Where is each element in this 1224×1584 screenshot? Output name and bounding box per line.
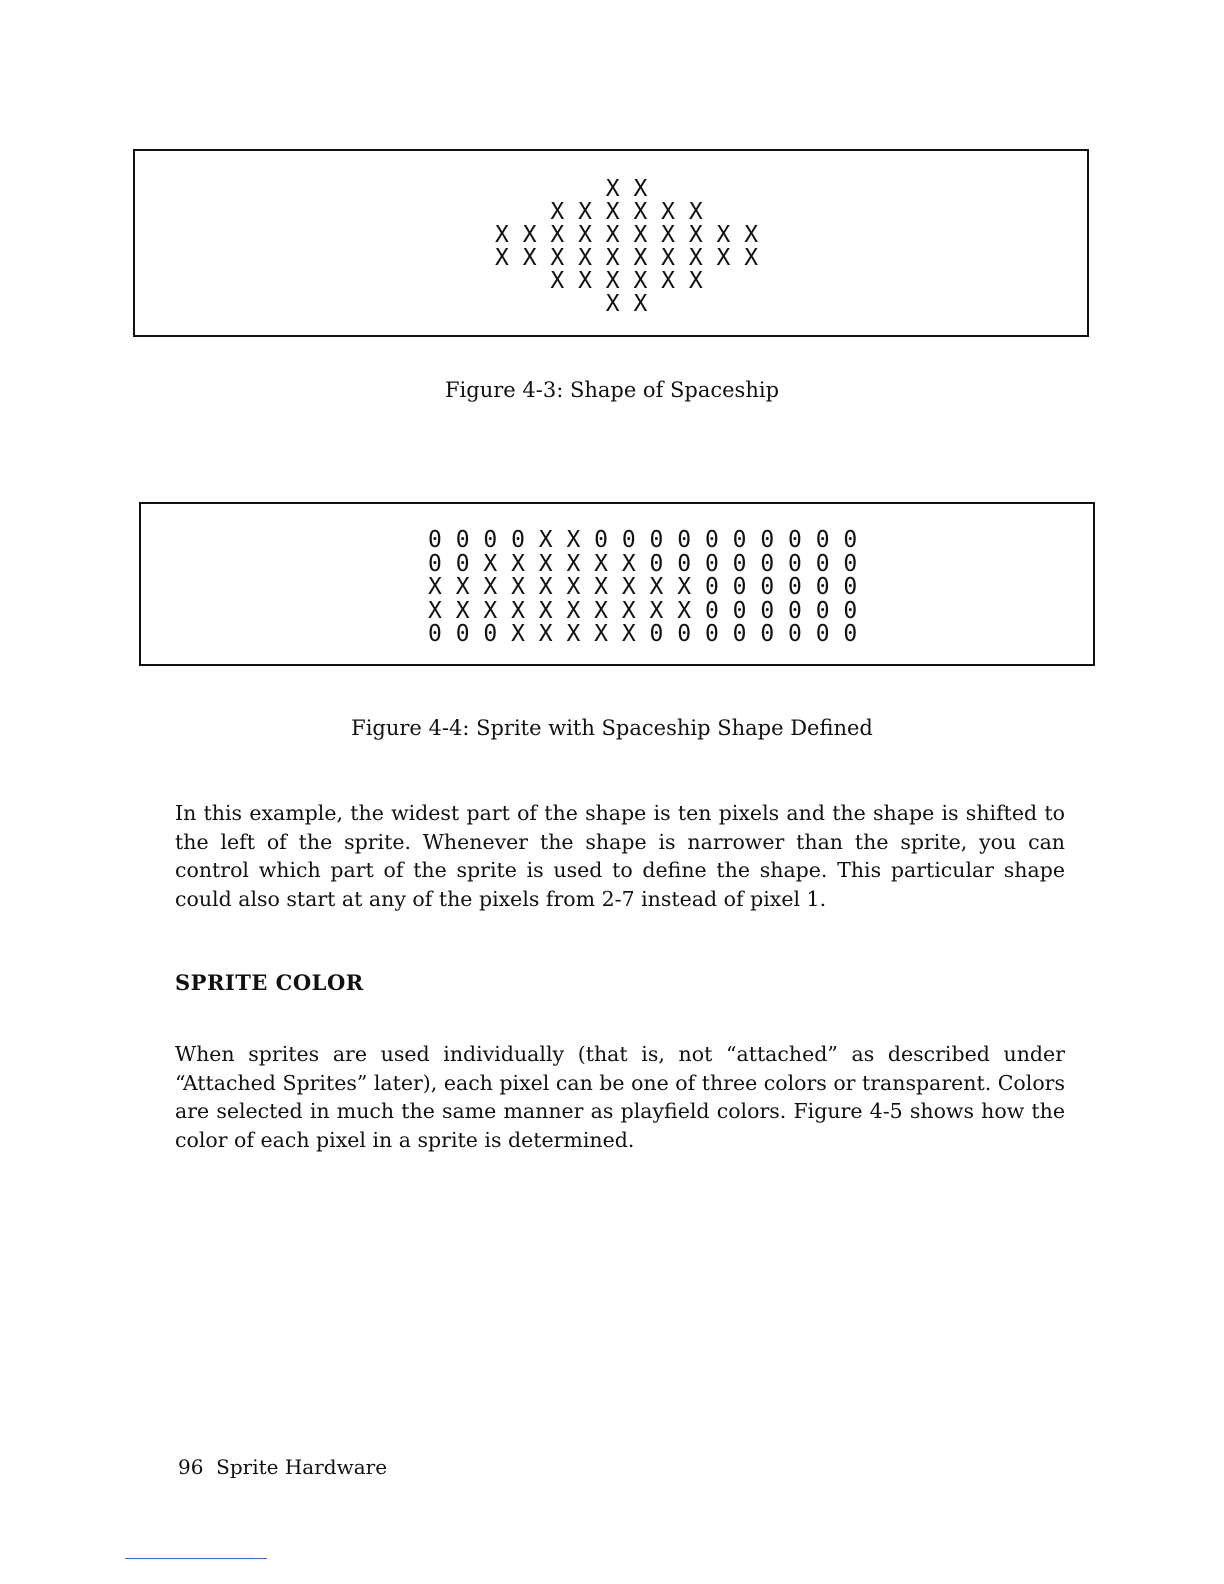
grid-row: X X: [495, 291, 759, 317]
grid-row: X X X X X X X X X X 0 0 0 0 0 0: [428, 597, 858, 624]
grid-row: X X X X X X: [495, 199, 759, 225]
figure-4-4-caption: Figure 4-4: Sprite with Spaceship Shape Defined: [351, 716, 873, 740]
grid-row: X X: [495, 176, 759, 202]
body-paragraph: When sprites are used individually (that is, not “attached” as described under “Attached Sprites” later), each pixel can be one of three colors or transparent. Colors are selected in much the same manner as playfield colors. Figure 4-5 shows how the color of each pixel in a sprite is determined.: [175, 1042, 1065, 1152]
figure-4-3-caption: Figure 4-3: Shape of Spaceship: [444, 378, 780, 402]
sprite-definition-grid: [428, 529, 857, 647]
grid-row: 0 0 0 X X X X X 0 0 0 0 0 0 0 0: [428, 621, 858, 647]
spaceship-shape-grid: [495, 178, 758, 316]
footer-section-title: Sprite Hardware: [216, 1455, 388, 1479]
body-paragraph: In this example, the widest part of the shape is ten pixels and the shape is shifted to the left of the sprite. Whenever the shape is narrower than the sprite, you can control which part of the sprite is used to define the shape. This particular shape could also start at any of the pixels from 2-7 instead of pixel 1.: [175, 801, 1065, 911]
page-footer: [178, 1455, 387, 1479]
footer-rule: [125, 1558, 267, 1559]
grid-row: 0 0 0 0 X X 0 0 0 0 0 0 0 0 0 0: [428, 527, 858, 553]
figure-4-4-box: [139, 502, 1095, 666]
grid-row: X X X X X X X X X X 0 0 0 0 0 0: [428, 574, 858, 600]
section-heading: SPRITE COLOR: [175, 970, 364, 995]
grid-row: 0 0 X X X X X X 0 0 0 0 0 0 0 0: [428, 550, 858, 577]
figure-4-3-box: [133, 149, 1089, 337]
grid-row: X X X X X X: [495, 268, 759, 294]
grid-row: X X X X X X X X X X: [495, 245, 759, 271]
grid-row: X X X X X X X X X X: [495, 222, 759, 248]
page-number: 96: [178, 1455, 204, 1479]
